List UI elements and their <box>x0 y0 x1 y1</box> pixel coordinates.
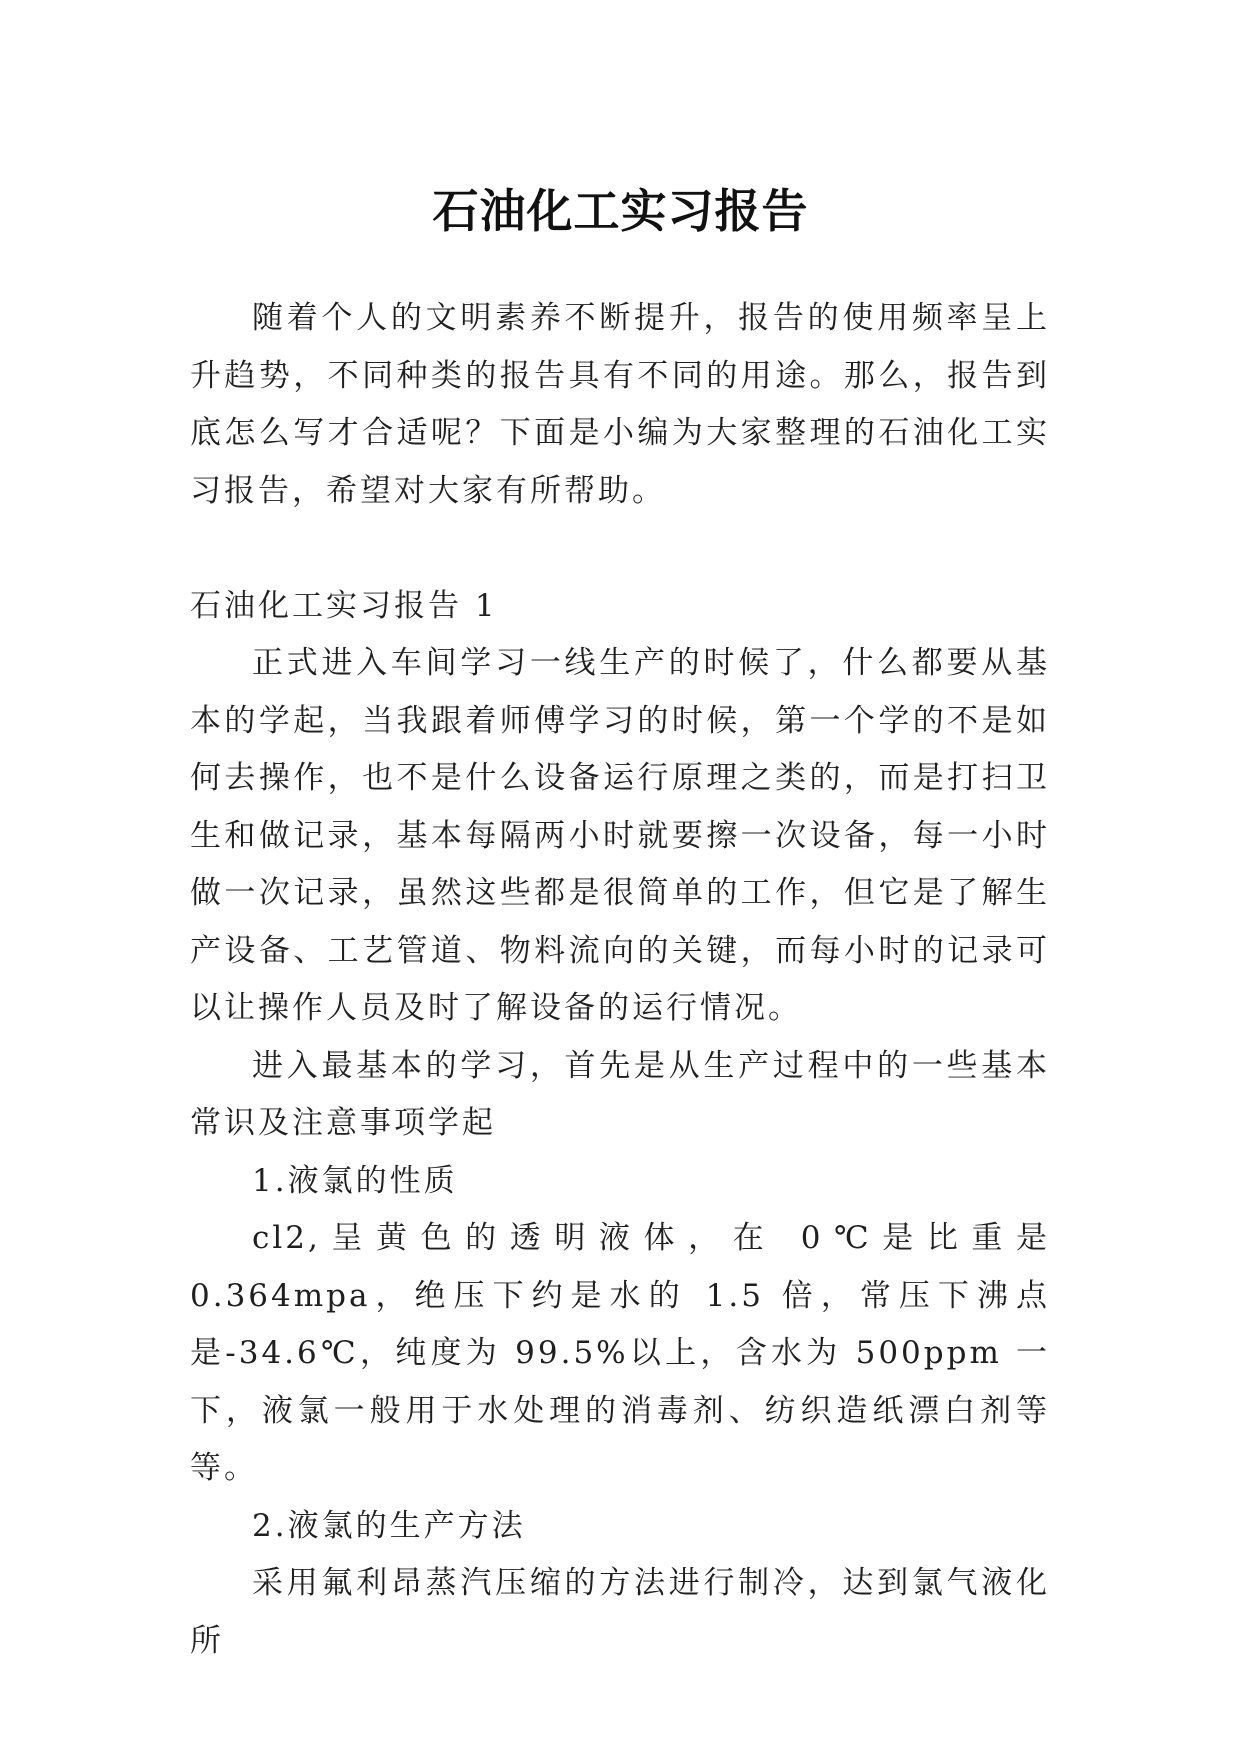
paragraph-spacer <box>190 520 1050 578</box>
item-text-1: cl2,呈黄色的透明液体，在 0℃是比重是 0.364mpa，绝压下约是水的 1.5 倍，常压下沸点是-34.6℃，纯度为 99.5%以上，含水为 500ppm 一下，液氯一般用于水处理的消毒剂、纺织造纸漂白剂等等。 <box>190 1220 1050 1486</box>
section-heading: 石油化工实习报告 1 <box>190 587 498 624</box>
body-paragraph-1: 正式进入车间学习一线生产的时候了，什么都要从基本的学起，当我跟着师傅学习的时候，第一个学的不是如何去操作，也不是什么设备运行原理之类的，而是打扫卫生和做记录，基本每隔两小时就要擦一次设备，每一小时做一次记录，虽然这些都是很简单的工作，但它是了解生产设备、工艺管道、物料流向的关键，而每小时的记录可以让操作人员及时了解设备的运行情况。 <box>190 645 1050 1026</box>
item-heading-1: 1.液氯的性质 <box>252 1162 458 1199</box>
item-heading-2: 2.液氯的生产方法 <box>252 1507 526 1544</box>
intro-paragraph: 随着个人的文明素养不断提升，报告的使用频率呈上升趋势，不同种类的报告具有不同的用途。那么，报告到底怎么写才合适呢？下面是小编为大家整理的石油化工实习报告，希望对大家有所帮助。 <box>190 300 1050 509</box>
document-title: 石油化工实习报告 <box>432 183 809 238</box>
document-body <box>190 290 1050 1670</box>
item-text-2: 采用氟利昂蒸汽压缩的方法进行制冷，达到氯气液化所 <box>190 1565 1050 1659</box>
body-paragraph-2: 进入最基本的学习，首先是从生产过程中的一些基本常识及注意事项学起 <box>190 1047 1050 1141</box>
